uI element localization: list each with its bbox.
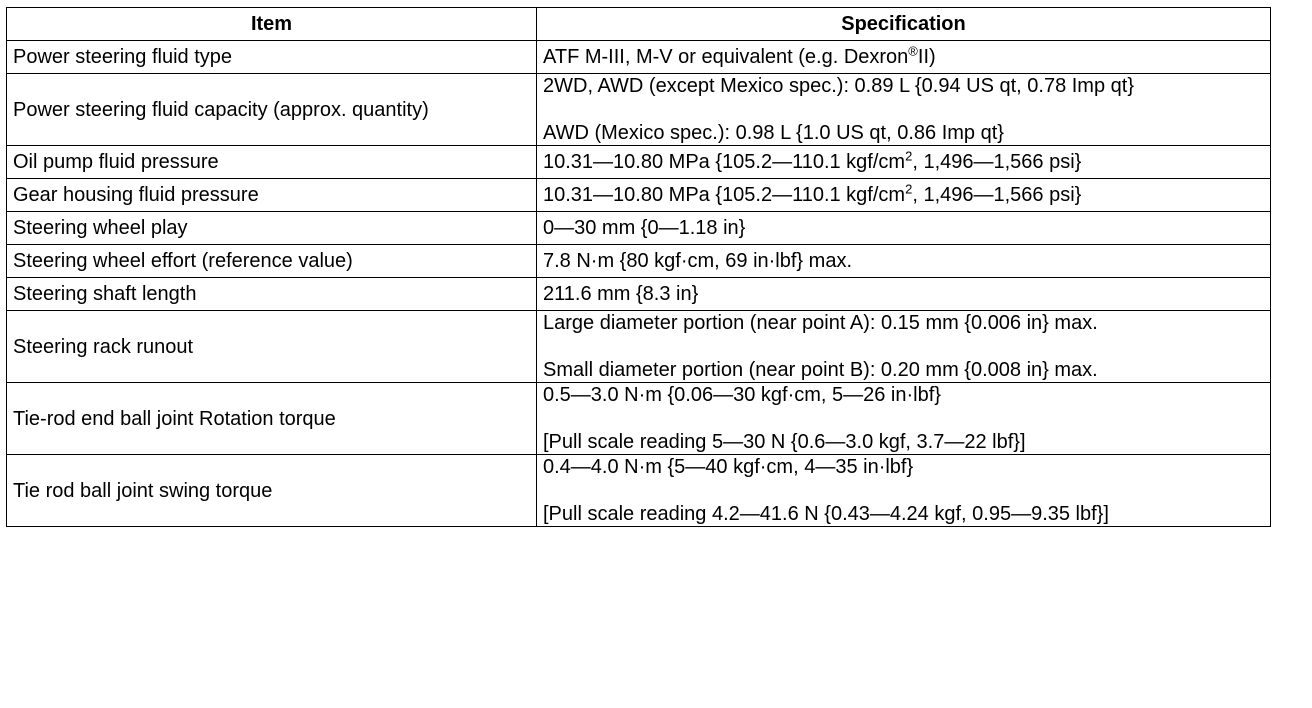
specification-text: AWD (Mexico spec.): 0.98 L {1.0 US qt, 0.86 Imp qt} — [543, 122, 1004, 144]
table-row — [7, 311, 1271, 383]
specification-cell — [537, 383, 1271, 455]
table-row — [7, 74, 1271, 146]
specification-text: ATF M-III, M-V or equivalent (e.g. Dexron — [543, 46, 909, 68]
specification-cell — [537, 455, 1271, 527]
specification-text: [Pull scale reading 4.2—41.6 N {0.43—4.24 kgf, 0.95—9.35 lbf}] — [543, 503, 1109, 525]
specification-line — [543, 311, 1264, 335]
item-cell: Tie-rod end ball joint Rotation torque — [7, 383, 537, 455]
specification-line — [543, 150, 1264, 174]
specification-text: 0.5—3.0 N·m {0.06—30 kgf·cm, 5—26 in·lbf} — [543, 384, 941, 406]
item-cell: Tie rod ball joint swing torque — [7, 455, 537, 527]
table-row — [7, 41, 1271, 74]
item-cell: Steering wheel play — [7, 212, 537, 245]
table-row — [7, 212, 1271, 245]
specification-line — [543, 430, 1264, 454]
specification-line — [543, 383, 1264, 407]
specification-text: 211.6 mm {8.3 in} — [543, 283, 699, 305]
item-cell: Steering shaft length — [7, 278, 537, 311]
specification-text: 7.8 N·m {80 kgf·cm, 69 in·lbf} max. — [543, 250, 853, 272]
table-row — [7, 146, 1271, 179]
specification-line — [543, 216, 1264, 240]
item-cell: Power steering fluid capacity (approx. quantity) — [7, 74, 537, 146]
specification-line — [543, 249, 1264, 273]
item-cell: Oil pump fluid pressure — [7, 146, 537, 179]
specification-cell — [537, 41, 1271, 74]
item-cell: Gear housing fluid pressure — [7, 179, 537, 212]
specification-text: Large diameter portion (near point A): 0.15 mm {0.006 in} max. — [543, 312, 1098, 334]
specification-line — [543, 45, 1264, 69]
item-cell: Steering rack runout — [7, 311, 537, 383]
specification-text: 0.4—4.0 N·m {5—40 kgf·cm, 4—35 in·lbf} — [543, 456, 914, 478]
header-row — [7, 8, 1271, 41]
specification-cell — [537, 146, 1271, 179]
specification-cell — [537, 245, 1271, 278]
specification-text: 10.31—10.80 MPa {105.2—110.1 kgf/cm — [543, 151, 906, 173]
specification-line — [543, 502, 1264, 526]
specification-text: Small diameter portion (near point B): 0.20 mm {0.008 in} max. — [543, 359, 1098, 381]
specification-line — [543, 358, 1264, 382]
table-row — [7, 278, 1271, 311]
specification-cell — [537, 74, 1271, 146]
table-row — [7, 179, 1271, 212]
specification-table — [6, 7, 1271, 527]
specification-text: II) — [917, 46, 936, 68]
specification-text: , 1,496—1,566 psi} — [912, 151, 1082, 173]
specification-cell — [537, 278, 1271, 311]
specification-line — [543, 455, 1264, 479]
table-row — [7, 383, 1271, 455]
specification-line — [543, 282, 1264, 306]
specification-line — [543, 74, 1264, 98]
specification-text: , 1,496—1,566 psi} — [912, 184, 1082, 206]
header-item: Item — [7, 8, 537, 41]
specification-text: 10.31—10.80 MPa {105.2—110.1 kgf/cm — [543, 184, 906, 206]
specification-cell — [537, 179, 1271, 212]
specification-line — [543, 121, 1264, 145]
specification-text: 0—30 mm {0—1.18 in} — [543, 217, 746, 239]
table-row — [7, 455, 1271, 527]
item-cell: Power steering fluid type — [7, 41, 537, 74]
specification-text: [Pull scale reading 5—30 N {0.6—3.0 kgf, 3.7—22 lbf}] — [543, 431, 1026, 453]
superscript-text: 2 — [905, 181, 913, 197]
superscript-text: 2 — [905, 148, 913, 164]
header-specification: Specification — [537, 8, 1271, 41]
specification-text: 2WD, AWD (except Mexico spec.): 0.89 L {0.94 US qt, 0.78 Imp qt} — [543, 75, 1135, 97]
superscript-text: ® — [908, 43, 918, 59]
table-row — [7, 245, 1271, 278]
specification-cell — [537, 212, 1271, 245]
specification-line — [543, 183, 1264, 207]
specification-cell — [537, 311, 1271, 383]
item-cell: Steering wheel effort (reference value) — [7, 245, 537, 278]
